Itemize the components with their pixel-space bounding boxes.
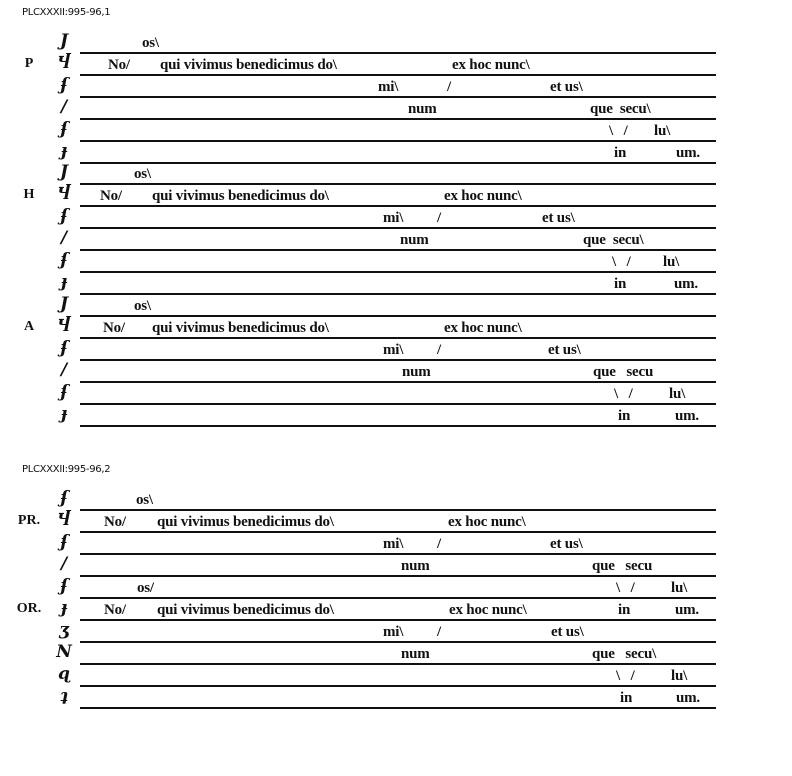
syllable: num [401,558,430,574]
staff-row [0,208,792,230]
staff-row [0,666,792,688]
syllable: que secu [592,558,653,574]
clef-glyph: ʄ [60,250,68,270]
staff-line [80,531,716,533]
staff-line [80,118,716,120]
syllable: que secu\ [590,101,651,117]
syllable: et us\ [551,624,584,640]
staff-line [80,359,716,361]
syllable: um. [674,276,698,292]
syllable: um. [675,408,699,424]
syllable: / [447,79,451,95]
staff-row [0,622,792,644]
staff-line [80,381,716,383]
syllable: ex hoc nunc\ [452,57,530,73]
syllable: / [437,342,441,358]
clef-glyph: ʄ [60,206,68,226]
staff-row [0,534,792,556]
staff-row [0,600,792,622]
syllable: / [437,624,441,640]
staff-row [0,296,792,318]
manuscript-siglum: P [24,56,34,71]
syllable: num [408,101,437,117]
syllable: qui vivimus benedicimus do\ [157,602,334,618]
staff-row [0,578,792,600]
syllable: os\ [142,35,159,51]
syllable: \ / [616,668,635,684]
syllable: No/ [103,320,125,336]
syllable: \ / [609,123,628,139]
staff-row [0,384,792,406]
syllable: et us\ [548,342,581,358]
clef-glyph: J [59,162,69,182]
staff-row [0,230,792,252]
clef-glyph: Ⴣ [57,510,71,530]
syllable: lu\ [671,668,688,684]
clef-glyph: Ⴣ [57,184,71,204]
syllable: um. [676,690,700,706]
syllable: \ / [612,254,631,270]
staff-line [80,271,716,273]
clef-glyph: J [59,294,69,314]
staff-line [80,707,716,709]
syllable: ex hoc nunc\ [444,320,522,336]
syllable: mi\ [383,624,404,640]
syllable: um. [676,145,700,161]
staff-line [80,96,716,98]
syllable: No/ [104,514,126,530]
syllable: lu\ [669,386,686,402]
staff-row [0,406,792,428]
clef-glyph: Ⴣ [57,316,71,336]
section-ref: PLCXXXII:995-96,2 [22,464,111,475]
syllable: os\ [134,298,151,314]
syllable: mi\ [378,79,399,95]
clef-glyph: Ⴣ [57,53,71,73]
clef-glyph: ʄ [60,576,68,596]
staff-row [0,77,792,99]
syllable: qui vivimus benedicimus do\ [152,320,329,336]
clef-glyph: ʄ [60,75,68,95]
staff-line [80,315,716,317]
staff-row [0,318,792,340]
staff-line [80,663,716,665]
syllable: num [401,646,430,662]
syllable: ex hoc nunc\ [448,514,526,530]
syllable: qui vivimus benedicimus do\ [152,188,329,204]
staff-row [0,121,792,143]
manuscript-siglum: A [23,319,35,334]
syllable: \ / [614,386,633,402]
clef-glyph: ʇ [59,686,69,706]
manuscript-siglum: OR. [16,601,42,616]
clef-glyph: ʄ [60,382,68,402]
staff-row [0,556,792,578]
staff-line [80,553,716,555]
staff-line [80,641,716,643]
staff-row [0,362,792,384]
syllable: \ / [616,580,635,596]
syllable: / [437,536,441,552]
syllable: No/ [104,602,126,618]
staff-line [80,597,716,599]
clef-glyph: N [56,642,72,662]
clef-glyph: / [60,360,68,380]
syllable: qui vivimus benedicimus do\ [160,57,337,73]
staff-row [0,55,792,77]
syllable: num [400,232,429,248]
syllable: lu\ [663,254,680,270]
staff-row [0,490,792,512]
syllable: No/ [100,188,122,204]
staff-line [80,140,716,142]
staff-row [0,33,792,55]
clef-glyph: ʄ [60,532,68,552]
syllable: in [620,690,633,706]
staff-line [80,183,716,185]
staff-line [80,205,716,207]
clef-glyph: / [60,228,68,248]
clef-glyph: ʄ [60,338,68,358]
syllable: / [437,210,441,226]
syllable: que secu\ [583,232,644,248]
staff-row [0,252,792,274]
syllable: ex hoc nunc\ [444,188,522,204]
staff-row [0,164,792,186]
syllable: in [618,602,631,618]
staff-row [0,143,792,165]
staff-line [80,52,716,54]
syllable: lu\ [654,123,671,139]
clef-glyph: / [60,97,68,117]
staff-row [0,99,792,121]
staff-line [80,74,716,76]
syllable: num [402,364,431,380]
staff-line [80,227,716,229]
clef-glyph: / [60,554,68,574]
staff-row [0,644,792,666]
syllable: lu\ [671,580,688,596]
syllable: os\ [134,166,151,182]
clef-glyph: ɋ [58,664,70,684]
syllable: ex hoc nunc\ [449,602,527,618]
syllable: et us\ [550,536,583,552]
clef-glyph: ʄ [60,119,68,139]
syllable: que secu\ [592,646,657,662]
section-ref: PLCXXXII:995-96,1 [22,7,111,18]
staff-line [80,403,716,405]
staff-line [80,293,716,295]
staff-row [0,186,792,208]
syllable: in [614,145,627,161]
syllable: in [614,276,627,292]
clef-glyph: ɟ [60,404,68,424]
staff-line [80,575,716,577]
clef-glyph: ʒ [59,620,69,640]
staff-row [0,274,792,296]
staff-row [0,340,792,362]
syllable: os\ [136,492,153,508]
syllable: mi\ [383,210,404,226]
syllable: mi\ [383,536,404,552]
syllable: os/ [137,580,154,596]
clef-glyph: J [59,31,69,51]
clef-glyph: ɟ [60,272,68,292]
staff-line [80,685,716,687]
staff-row [0,512,792,534]
clef-glyph: ɟ [60,141,68,161]
staff-line [80,337,716,339]
syllable: et us\ [550,79,583,95]
manuscript-siglum: H [23,187,35,202]
staff-row [0,688,792,710]
clef-glyph: ɟ [60,598,68,618]
syllable: qui vivimus benedicimus do\ [157,514,334,530]
syllable: que secu [593,364,654,380]
clef-glyph: ʄ [60,488,68,508]
syllable: et us\ [542,210,575,226]
staff-line [80,509,716,511]
syllable: in [618,408,631,424]
syllable: mi\ [383,342,404,358]
staff-line [80,249,716,251]
manuscript-siglum: PR. [17,513,41,528]
staff-line [80,425,716,427]
staff-line [80,619,716,621]
syllable: um. [675,602,699,618]
syllable: No/ [108,57,130,73]
